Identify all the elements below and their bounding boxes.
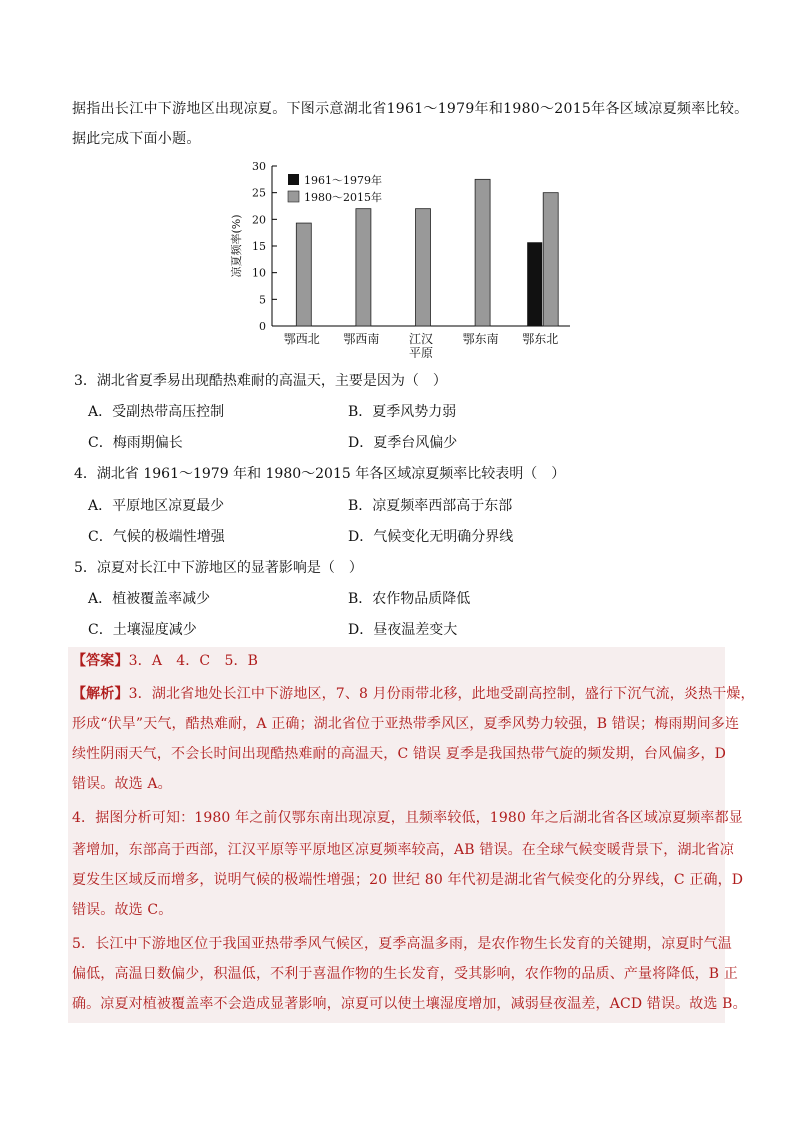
question-4-option-c[interactable]: C．气候的极端性增强: [88, 529, 225, 545]
x-tick-label: 江汉: [408, 332, 434, 346]
bar-1980-2015: [416, 209, 431, 326]
y-tick-label: 10: [252, 266, 266, 280]
analysis-line-2: 形成“伏旱”天气，酷热难耐，A 正确；湖北省位于亚热带季风区，夏季风势力较强，B 错误；梅雨期间多连: [72, 716, 740, 732]
question-3-option-d[interactable]: D．夏季台风偏少: [348, 435, 458, 451]
y-ticks: [252, 160, 277, 333]
legend: [288, 173, 382, 204]
intro-line-2: 据此完成下面小题。: [72, 131, 201, 147]
answer-line: [72, 651, 258, 671]
analysis-line-6: 著增加，东部高于西部，江汉平原等平原地区凉夏频率较高，AB 错误。在全球气候变暖背景下，湖北省凉: [72, 842, 735, 858]
analysis-line-4: 错误。故选 A。: [72, 776, 172, 792]
y-tick-label: 15: [252, 240, 266, 253]
bar-1961-1979: [527, 242, 542, 326]
analysis-line-8: 错误。故选 C。: [72, 902, 173, 918]
question-5-option-a[interactable]: A．植被覆盖率减少: [88, 591, 211, 607]
analysis-line-3: 续性阴雨天气，不会长时间出现酷热难耐的高温天，C 错误 夏季是我国热带气旋的频发期，台风偏多，D: [72, 746, 727, 762]
bar-1980-2015: [296, 223, 311, 326]
question-4-option-a[interactable]: A．平原地区凉夏最少: [88, 498, 225, 514]
analysis-line-7: 夏发生区域反而增多，说明气候的极端性增强；20 世纪 80 年代初是湖北省气候变化的分界线，C 正确，D: [72, 872, 744, 888]
x-tick-label: 平原: [408, 346, 434, 358]
bar-1980-2015: [475, 179, 490, 326]
intro-line-1: 据指出长江中下游地区出现凉夏。下图示意湖北省1961～1979年和1980～2015年各区域凉夏频率比较。: [72, 101, 749, 117]
x-tick-label: 鄂西北: [283, 332, 320, 346]
bar-1980-2015: [543, 193, 558, 326]
analysis-line-1: [72, 684, 755, 704]
question-4-stem: 4．湖北省 1961～1979 年和 1980～2015 年各区域凉夏频率比较表明（ ）: [74, 466, 566, 482]
x-tick-label: 鄂西南: [343, 332, 380, 346]
question-3-option-c[interactable]: C．梅雨期偏长: [88, 435, 183, 451]
bar-1980-2015: [356, 209, 371, 326]
y-axis-label: 凉夏频率(%): [230, 214, 243, 278]
answer-tag: 【答案】: [72, 653, 129, 669]
analysis-line-5: 4．据图分析可知：1980 年之前仅鄂东南出现凉夏，且频率较低，1980 年之后湖北省各区域凉夏频率都显: [72, 810, 743, 826]
analysis-line-9: 5．长江中下游地区位于我国亚热带季风气候区，夏季高温多雨，是农作物生长发育的关键期，凉夏时气温: [72, 936, 732, 952]
y-tick-label: 25: [252, 186, 266, 200]
y-tick-label: 30: [252, 160, 266, 173]
x-tick-label: 鄂东南: [462, 332, 499, 346]
y-tick-label: 5: [259, 293, 266, 307]
y-tick-label: 0: [259, 320, 266, 333]
x-tick-label: 鄂东北: [522, 332, 559, 346]
legend-label-1961: 1961～1979年: [304, 174, 382, 187]
question-5-stem: 5．凉夏对长江中下游地区的显著影响是（ ）: [74, 560, 363, 576]
question-5-option-d[interactable]: D．昼夜温差变大: [348, 622, 458, 638]
analysis-line-11: 确。凉夏对植被覆盖率不会造成显著影响，凉夏可以使土壤湿度增加，减弱昼夜温差，ACD 错误。故选 B。: [72, 996, 747, 1012]
legend-swatch-1961: [288, 174, 299, 185]
analysis-text-1: 3．湖北省地处长江中下游地区，7、8 月份雨带北移，此地受副高控制，盛行下沉气流，炎热干燥，: [128, 686, 755, 702]
question-3-option-a[interactable]: A．受副热带高压控制: [88, 404, 225, 420]
bar-chart: [220, 158, 580, 358]
question-3-stem: 3．湖北省夏季易出现酷热难耐的高温天，主要是因为（ ）: [74, 373, 447, 389]
question-5-option-c[interactable]: C．土壤湿度减少: [88, 622, 197, 638]
analysis-tag: 【解析】: [72, 686, 129, 702]
question-5-option-b[interactable]: B．农作物品质降低: [348, 591, 471, 607]
analysis-line-10: 偏低，高温日数偏少，积温低，不利于喜温作物的生长发育，受其影响，农作物的品质、产量将降低，B 正: [72, 966, 738, 982]
answer-text: 3．A 4．C 5．B: [128, 653, 259, 669]
x-tick-labels: [284, 331, 558, 358]
bar-chart-svg: [220, 158, 580, 358]
question-4-option-d[interactable]: D．气候变化无明确分界线: [348, 529, 514, 545]
question-4-option-b[interactable]: B．凉夏频率西部高于东部: [348, 498, 513, 514]
question-3-option-b[interactable]: B．夏季风势力弱: [348, 404, 457, 420]
y-tick-label: 20: [252, 213, 266, 227]
legend-swatch-1980: [288, 191, 299, 202]
legend-label-1980: 1980～2015年: [304, 191, 382, 204]
